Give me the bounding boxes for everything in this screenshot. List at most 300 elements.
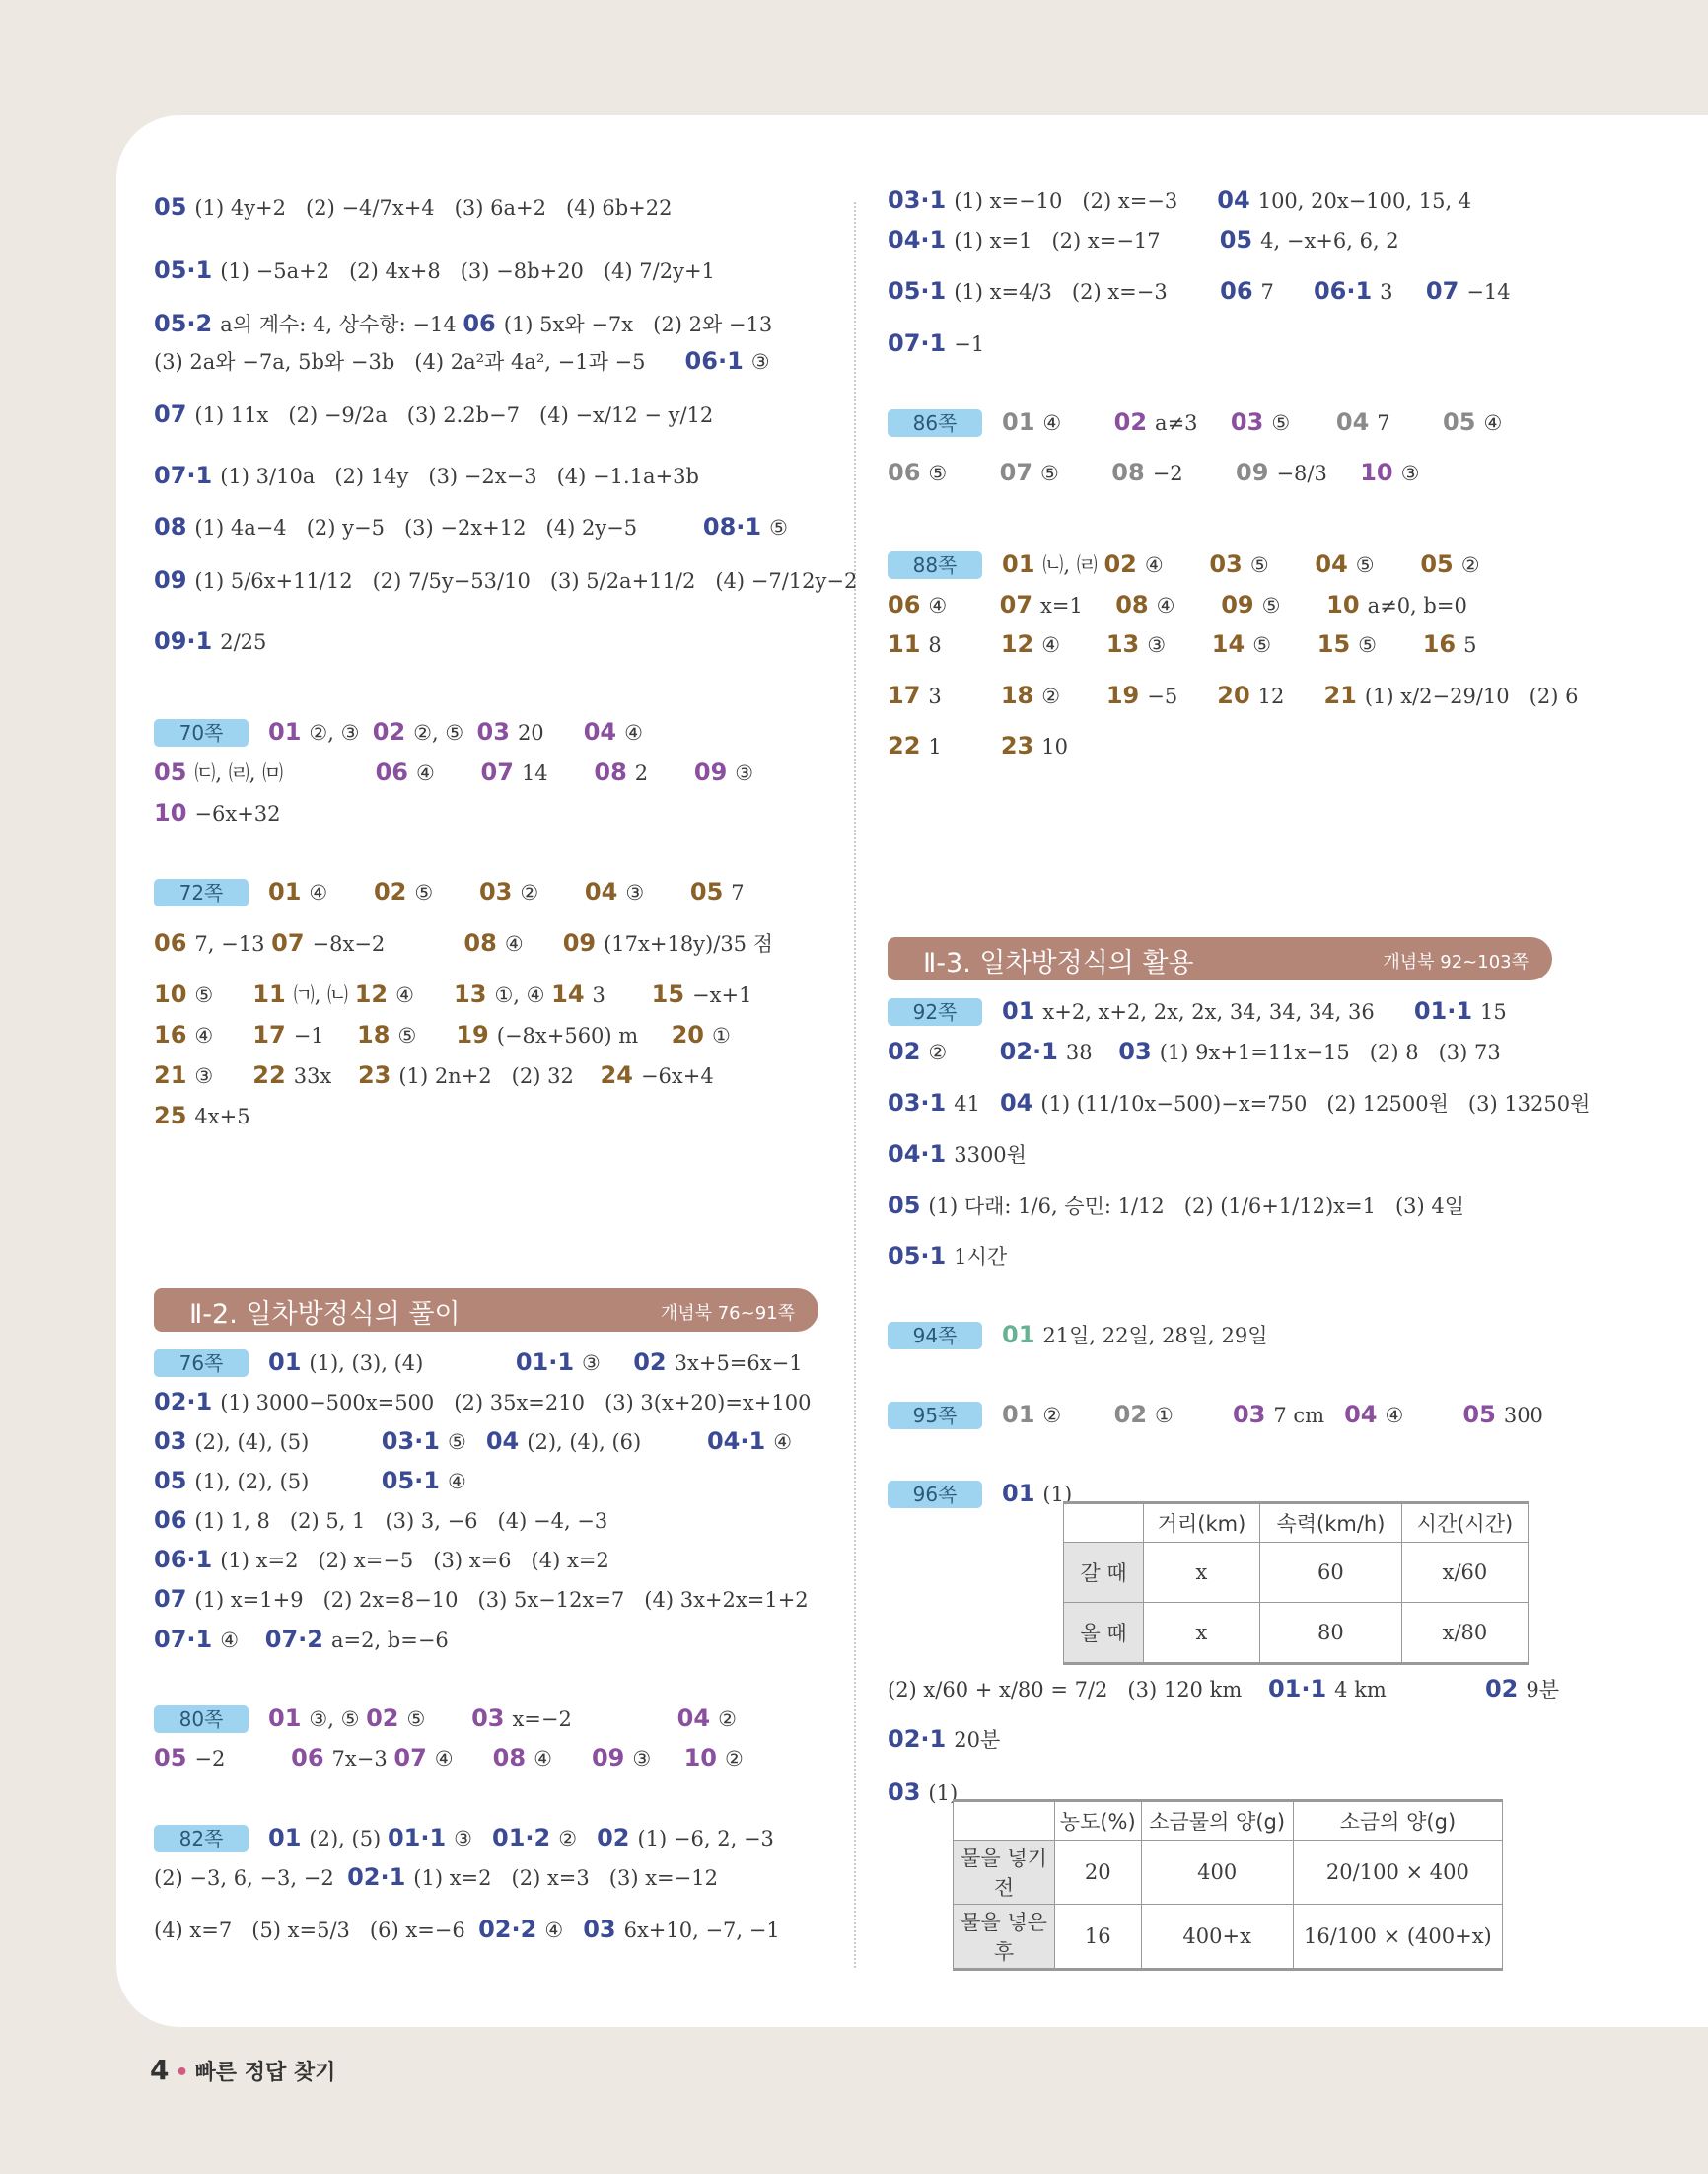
problem-number: 15 (1317, 630, 1351, 658)
answer-line (154, 877, 745, 907)
table-row-header: 갈 때 (1064, 1543, 1144, 1603)
answer-text: ② (1460, 553, 1480, 577)
answer-text: ④ (1156, 594, 1222, 617)
problem-number: 03·1 (888, 1089, 947, 1117)
problem-number: 01·1 (387, 1824, 447, 1851)
answer-text: 3 (928, 685, 1001, 708)
table-cell: 80 (1259, 1603, 1401, 1664)
answer-text: 5 (1463, 633, 1477, 657)
problem-number: 03 (478, 878, 513, 906)
answer-text: ②, ③ (309, 721, 373, 745)
problem-number: 04 (1315, 550, 1348, 578)
problem-number: 08 (463, 929, 497, 957)
problem-number: 08 (154, 513, 187, 541)
table-cell: 400 (1141, 1841, 1293, 1905)
answer-text: (3) 2a와 −7a, 5b와 −3b (4) 2a²과 4a², −1과 −5 (154, 350, 685, 374)
problem-number: 08 (594, 759, 627, 786)
answer-text: −6x+4 (640, 1064, 714, 1088)
answer-text: ③, ⑤ (309, 1707, 367, 1731)
answer-line (888, 1777, 958, 1808)
answer-line (888, 1191, 1464, 1221)
answer-line (888, 590, 1467, 620)
problem-number: 04 (583, 718, 617, 746)
table-header-cell: 속력(km/h) (1259, 1503, 1401, 1543)
answer-text: 12 (1257, 685, 1324, 708)
answer-text: ④ (534, 1747, 592, 1771)
answer-text: x=1 (1040, 594, 1116, 617)
page-ref-badge: 86쪽 (888, 409, 982, 437)
answer-text: 100, 20x−100, 15, 4 (1257, 189, 1472, 213)
problem-number: 12 (1000, 630, 1034, 658)
problem-number: 01 (1002, 1321, 1035, 1348)
answer-text: ③ (454, 1827, 493, 1850)
answer-text: 2 (634, 761, 694, 785)
answer-text: (1) 2n+2 (2) 32 (398, 1064, 601, 1088)
problem-number: 06 (1220, 277, 1253, 305)
answer-line (154, 758, 753, 788)
answer-line (888, 1241, 1007, 1271)
problem-number: 14 (1211, 630, 1245, 658)
problem-number: 04·1 (888, 226, 947, 254)
salt-table (953, 1799, 1503, 1971)
page-ref-badge: 70쪽 (154, 719, 249, 747)
answer-line (888, 1139, 1027, 1170)
problem-number: 01·1 (1413, 997, 1473, 1025)
answer-text: 4x+5 (194, 1105, 250, 1128)
answer-text: ③ (194, 1064, 253, 1088)
answer-text: ⑤ (397, 1024, 457, 1048)
answer-text: 7x−3 (331, 1747, 394, 1771)
answer-text: ③ (582, 1351, 634, 1375)
problem-number: 07 (393, 1744, 427, 1772)
answer-text: ④ (928, 594, 1000, 617)
answer-text: ④ (395, 983, 455, 1007)
problem-number: 05 (154, 1744, 187, 1772)
problem-number: 20 (1217, 682, 1250, 709)
problem-number: 02·1 (154, 1388, 213, 1415)
problem-number: 03 (476, 718, 510, 746)
problem-number: 02 (1103, 550, 1137, 578)
answer-text: 2/25 (220, 630, 267, 654)
answer-text: −14 (1466, 280, 1511, 304)
answer-text: 7 cm (1273, 1404, 1345, 1427)
problem-number: 01 (1002, 550, 1035, 578)
answer-line (888, 1037, 1501, 1067)
answer-text: (1) −6, 2, −3 (637, 1827, 774, 1850)
answer-text: ⑤ (406, 1707, 472, 1731)
answer-text: (1) x=1+9 (2) 2x=8−10 (3) 5x−12x=7 (4) 3x+2x=1+2 (194, 1588, 809, 1612)
answer-text: 20분 (954, 1728, 1001, 1752)
problem-number: 01 (1002, 1480, 1035, 1507)
answer-text: ⑤ (928, 462, 1000, 485)
answer-line (154, 192, 673, 223)
answer-line (154, 1466, 466, 1496)
page-footer (150, 2054, 335, 2086)
answer-text: x+2, x+2, 2x, 2x, 34, 34, 34, 36 (1042, 1000, 1414, 1024)
answer-text: ② (520, 881, 585, 905)
answer-line (154, 1743, 744, 1774)
problem-number: 15 (651, 980, 685, 1008)
footer-title: 빠른 정답 찾기 (194, 2061, 336, 2085)
section-header-2-3 (888, 937, 1552, 980)
answer-text: ① (1155, 1404, 1233, 1427)
problem-number: 06 (888, 459, 921, 486)
answer-text: a의 계수: 4, 상수항: −14 (220, 313, 463, 336)
answer-text: ③ (1147, 633, 1212, 657)
answer-line (888, 1674, 1559, 1704)
answer-text: ⑤ (1358, 633, 1423, 657)
answer-text: −5 (1147, 685, 1218, 708)
table-header-cell: 소금의 양(g) (1293, 1801, 1502, 1841)
answer-text: −8/3 (1276, 462, 1361, 485)
problem-number: 06·1 (684, 347, 744, 375)
answer-text: ④ (1483, 411, 1503, 435)
answer-line (888, 185, 1471, 216)
answer-line (154, 461, 699, 491)
problem-number: 09 (1221, 591, 1254, 618)
problem-number: 03 (1118, 1038, 1152, 1065)
answer-line (154, 1862, 718, 1893)
table-cell: 400+x (1141, 1905, 1293, 1970)
answer-text: ④ (194, 1024, 253, 1048)
answer-line (154, 1101, 250, 1131)
problem-number: 02 (372, 718, 406, 746)
answer-text: (1) 9x+1=11x−15 (2) 8 (3) 73 (1159, 1041, 1501, 1064)
answer-text: 14 (521, 761, 595, 785)
answer-text: ①, ④ (494, 983, 552, 1007)
table-cell: 16/100 × (400+x) (1293, 1905, 1502, 1970)
problem-number: 03·1 (381, 1427, 440, 1455)
answer-text: 3 (1380, 280, 1426, 304)
problem-number: 04 (1217, 186, 1250, 214)
table-header-cell: 농도(%) (1055, 1801, 1142, 1841)
answer-text: (2), (4), (5) (194, 1430, 382, 1454)
answer-line (154, 1625, 449, 1655)
page-ref-badge: 82쪽 (154, 1825, 249, 1852)
problem-number: 19 (1105, 682, 1140, 709)
answer-text: ④ (544, 1919, 584, 1942)
problem-number: 05 (888, 1192, 921, 1219)
answer-text: 300 (1503, 1404, 1543, 1427)
answer-text: ④ (504, 932, 563, 956)
problem-number: 13 (1105, 630, 1140, 658)
answer-line (154, 1060, 714, 1091)
problem-number: 01 (268, 1824, 302, 1851)
answer-text: ② (1042, 1404, 1114, 1427)
problem-number: 05·2 (154, 310, 213, 337)
problem-number: 04·1 (706, 1427, 766, 1455)
problem-number: 04 (999, 1089, 1033, 1117)
table-cell: x/80 (1401, 1603, 1528, 1664)
bullet-icon: • (175, 2061, 189, 2085)
answer-line (888, 681, 1578, 711)
table-header-cell: 소금물의 양(g) (1141, 1801, 1293, 1841)
answer-text: (1) x=2 (2) x=3 (3) x=−12 (413, 1866, 718, 1890)
problem-number: 11 (252, 980, 286, 1008)
problem-number: 10 (1360, 459, 1393, 486)
answer-text: (1) (11/10x−500)−x=750 (2) 12500원 (3) 13250원 (1040, 1092, 1591, 1116)
answer-line (888, 1479, 1072, 1509)
answer-text: ② (558, 1827, 598, 1850)
answer-text: ④ (773, 1430, 793, 1454)
answer-line (154, 1347, 803, 1378)
problem-number: 06 (463, 310, 496, 337)
answer-text: 33x (293, 1064, 358, 1088)
problem-number: 06·1 (1313, 277, 1373, 305)
answer-text: 1 (928, 735, 1001, 759)
answer-line (154, 928, 773, 959)
answer-line (154, 1387, 811, 1417)
answer-line (154, 399, 713, 430)
problem-number: 22 (888, 732, 921, 760)
answer-text: ④ (624, 721, 643, 745)
answer-text: (1) x=2 (2) x=−5 (3) x=6 (4) x=2 (220, 1549, 609, 1572)
page-ref-badge: 92쪽 (888, 998, 982, 1026)
problem-number: 21 (154, 1061, 187, 1089)
problem-number: 09 (1236, 459, 1269, 486)
problem-number: 02 (1113, 1401, 1148, 1428)
answer-text: 15 (1480, 1000, 1507, 1024)
problem-number: 02 (633, 1348, 667, 1376)
page-ref-badge: 76쪽 (154, 1349, 249, 1377)
problem-number: 04·1 (888, 1140, 947, 1168)
problem-number: 05 (154, 1467, 187, 1494)
answer-text: (1) 5x와 −7x (2) 2와 −13 (503, 313, 773, 336)
answer-line (888, 1724, 1000, 1755)
answer-text: −2 (194, 1747, 292, 1771)
problem-number: 10 (683, 1744, 717, 1772)
answer-line (154, 717, 643, 748)
answer-text: (1) 4a−4 (2) y−5 (3) −2x+12 (4) 2y−5 (194, 516, 703, 540)
problem-number: 03 (471, 1704, 505, 1732)
table-cell: 60 (1259, 1543, 1401, 1603)
answer-text: ③ (632, 1747, 684, 1771)
answer-text: ② (1041, 685, 1106, 708)
answer-text: 7 (1377, 411, 1444, 435)
answer-line (154, 1545, 609, 1575)
answer-text: (1) x=4/3 (2) x=−3 (954, 280, 1221, 304)
problem-number: 05 (1443, 408, 1476, 436)
answer-text: (1) x/2−29/10 (2) 6 (1364, 685, 1579, 708)
answer-line (888, 328, 984, 359)
answer-text: ② (718, 1707, 737, 1731)
answer-line (154, 1584, 809, 1615)
problem-number: 05 (154, 193, 187, 221)
problem-number: 02·2 (478, 1916, 537, 1943)
problem-number: 24 (600, 1061, 633, 1089)
problem-number: 02 (1484, 1675, 1519, 1703)
answer-text: ⑤ (1355, 553, 1421, 577)
problem-number: 02 (888, 1038, 921, 1065)
problem-number: 19 (456, 1021, 489, 1049)
answer-line (888, 407, 1502, 438)
answer-line (888, 276, 1511, 307)
page-ref-badge: 94쪽 (888, 1322, 982, 1349)
answer-line (154, 512, 788, 543)
answer-text: ④ (434, 1747, 493, 1771)
problem-number: 06·1 (154, 1546, 213, 1573)
answer-line (888, 1088, 1590, 1119)
answer-line (154, 1020, 731, 1051)
problem-number: 23 (1000, 732, 1034, 760)
answer-text: (1) x=1 (2) x=−17 (954, 229, 1220, 253)
answer-line (154, 1703, 737, 1734)
answer-text: (1) 다래: 1/6, 승민: 1/12 (2) (1/6+1/12)x=1 (3) 4일 (928, 1195, 1465, 1218)
problem-number: 05 (154, 759, 187, 786)
problem-number: 17 (252, 1021, 286, 1049)
answer-text: ③ (750, 350, 770, 374)
answer-text: 1시간 (954, 1245, 1008, 1268)
problem-number: 16 (154, 1021, 187, 1049)
problem-number: 03 (1232, 1401, 1266, 1428)
answer-line (154, 309, 772, 339)
answer-text: (1), (3), (4) (309, 1351, 516, 1375)
answer-line (888, 629, 1477, 660)
answer-text: ②, ⑤ (413, 721, 477, 745)
answer-line (888, 458, 1419, 488)
problem-number: 03 (1209, 550, 1243, 578)
problem-number: 03 (154, 1427, 187, 1455)
answer-text: ㈀, ㈁ (293, 983, 355, 1007)
problem-number: 16 (1422, 630, 1457, 658)
table-header-cell (1064, 1503, 1144, 1543)
problem-number: 02 (597, 1824, 630, 1851)
page-ref-badge: 88쪽 (888, 551, 982, 579)
column-divider (854, 202, 856, 1968)
table-header-cell: 시간(시간) (1401, 1503, 1528, 1543)
answer-text: ③ (625, 881, 690, 905)
problem-number: 04 (676, 1704, 711, 1732)
table-row-header: 물을 넣기 전 (954, 1841, 1055, 1905)
table-cell: 20/100 × 400 (1293, 1841, 1502, 1905)
answer-text: (1) 5/6x+11/12 (2) 7/5y−53/10 (3) 5/2a+11/2 (4) −7/12y−2 (194, 569, 858, 593)
table-row-header: 물을 넣은 후 (954, 1905, 1055, 1970)
problem-number: 09 (562, 929, 597, 957)
answer-text: −6x+32 (194, 802, 281, 826)
answer-text: 8 (928, 633, 1001, 657)
problem-number: 07 (154, 1585, 187, 1613)
page-number: 4 (150, 2054, 170, 2086)
problem-number: 02·1 (347, 1863, 406, 1891)
answer-text: (1) (928, 1781, 959, 1805)
page-ref-badge: 80쪽 (154, 1705, 249, 1733)
problem-number: 02 (373, 878, 407, 906)
answer-text: −8x−2 (312, 932, 464, 956)
page-ref-badge: 72쪽 (154, 879, 249, 906)
answer-text: ⑤ (1249, 553, 1316, 577)
problem-number: 03 (888, 1778, 921, 1806)
section-ref: 개념북 76~91쪽 (660, 1303, 795, 1324)
problem-number: 02 (366, 1704, 399, 1732)
answer-text: ④ (309, 881, 374, 905)
problem-number: 02 (1113, 408, 1148, 436)
problem-number: 09 (154, 566, 187, 594)
answer-text: ① (712, 1024, 731, 1048)
answer-line (888, 549, 1480, 580)
answer-text: ④ (1041, 633, 1106, 657)
problem-number: 02·1 (888, 1725, 947, 1753)
answer-text: ④ (220, 1629, 265, 1652)
problem-number: 05·1 (888, 277, 947, 305)
answer-text: ④ (415, 761, 481, 785)
problem-number: 04 (584, 878, 618, 906)
speed-table (1063, 1501, 1529, 1665)
answer-text: (1) 11x (2) −9/2a (3) 2.2b−7 (4) −x/12 − y/12 (194, 403, 714, 427)
answer-text: ④ (1042, 411, 1114, 435)
answer-text: (1) 4y+2 (2) −4/7x+4 (3) 6a+2 (4) 6b+22 (194, 196, 673, 220)
problem-number: 18 (357, 1021, 391, 1049)
answer-text: a=2, b=−6 (330, 1629, 449, 1652)
answer-text: ⑤ (194, 983, 253, 1007)
answer-text: (1) −5a+2 (2) 4x+8 (3) −8b+20 (4) 7/2y+1 (220, 259, 715, 283)
table-row-header: 올 때 (1064, 1603, 1144, 1664)
answer-text: (1) 1, 8 (2) 5, 1 (3) 3, −6 (4) −4, −3 (194, 1509, 608, 1533)
problem-number: 01 (1002, 997, 1035, 1025)
problem-number: 06 (154, 929, 187, 957)
table-cell: 16 (1055, 1905, 1142, 1970)
problem-number: 01·1 (1267, 1675, 1327, 1703)
problem-number: 09 (591, 1744, 625, 1772)
problem-number: 10 (154, 980, 187, 1008)
problem-number: 01 (268, 878, 302, 906)
problem-number: 10 (154, 799, 187, 827)
answer-text: ⑤ (769, 516, 788, 540)
answer-text: (1) (1042, 1483, 1073, 1506)
problem-number: 08·1 (702, 513, 762, 541)
answer-text: ㈂, ㈃, ㈄ (194, 761, 376, 785)
answer-line (888, 996, 1507, 1027)
answer-text: (2), (5) (309, 1827, 388, 1850)
answer-text: −1 (954, 332, 985, 356)
answer-text: ㈁, ㈃ (1042, 553, 1104, 577)
problem-number: 11 (888, 630, 921, 658)
answer-text: ⑤ (1261, 594, 1327, 617)
answer-text: ④ (448, 1470, 466, 1493)
answer-text: −1 (293, 1024, 358, 1048)
problem-number: 01 (268, 1348, 302, 1376)
problem-number: 22 (252, 1061, 286, 1089)
problem-number: 05 (689, 878, 724, 906)
section-header-2-2 (154, 1288, 818, 1332)
answer-text: (2) −3, 6, −3, −2 (154, 1866, 348, 1890)
answer-line (154, 1505, 607, 1536)
answer-line (154, 255, 715, 286)
problem-number: 01 (1002, 408, 1035, 436)
answer-text: ⑤ (1252, 633, 1317, 657)
section-title: Ⅱ-3. 일차방정식의 활용 (923, 948, 1194, 978)
problem-number: 07·1 (154, 462, 213, 489)
problem-number: 05·1 (888, 1242, 947, 1269)
problem-number: 07 (1425, 277, 1459, 305)
answer-text: a≠0, b=0 (1367, 594, 1467, 617)
table-cell: x (1144, 1543, 1260, 1603)
problem-number: 07 (999, 459, 1033, 486)
problem-number: 07 (154, 400, 187, 428)
problem-number: 23 (357, 1061, 391, 1089)
answer-text: (17x+18y)/35 점 (604, 932, 773, 956)
answer-text: (2) x/60 + x/80 = 7/2 (3) 120 km (888, 1678, 1268, 1702)
page-ref-badge: 95쪽 (888, 1402, 982, 1429)
problem-number: 06 (154, 1506, 187, 1534)
problem-number: 05 (1462, 1401, 1496, 1428)
answer-text: 38 (1065, 1041, 1119, 1064)
answer-line (888, 225, 1399, 255)
problem-number: 04 (1344, 1401, 1378, 1428)
problem-number: 13 (454, 980, 487, 1008)
answer-text: ⑤ (414, 881, 479, 905)
answer-line (154, 626, 266, 657)
problem-number: 01·1 (515, 1348, 575, 1376)
